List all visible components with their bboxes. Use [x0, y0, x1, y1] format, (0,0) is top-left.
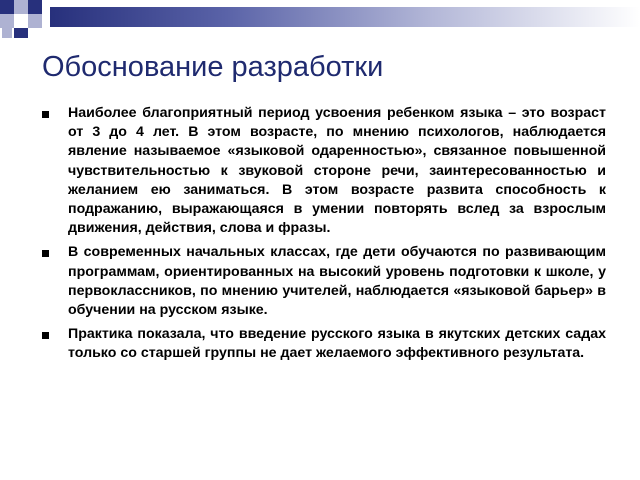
bullet-text: Наиболее благоприятный период усвоения ребенком языка – это возраст от 3 до 4 лет. В этом возрасте, по мнению психологов, наблюдается явление называемое «языковой одаренностью», связанное повышенной чувствительностью к звуковой стороне речи, заинтересованностью и желанием ею заниматься. В этом возрасте развита способность к подражанию, выражающаяся в умении повторять вслед за взрослым движения, действия, слова и фразы. [68, 105, 606, 237]
bullet-text: В современных начальных классах, где дети обучаются по развивающим программам, ориентированных на высокий уровень подготовки к школе, у первоклассников, по мнению учителей, наблюдается «языковой барьер» в обучении на русском языке. [68, 244, 606, 319]
square-bullet-icon [42, 250, 49, 257]
square-bullet-icon [42, 332, 49, 339]
square-bullet-icon [42, 111, 49, 118]
bullet-text: Практика показала, что введение русского языка в якутских детских садах только со старшей группы не дает желаемого эффективного результата. [68, 326, 606, 362]
slide-title: Обоснование разработки [42, 51, 384, 83]
header-gradient-band [50, 7, 640, 27]
bullet-item [42, 325, 606, 363]
bullet-item [42, 243, 606, 320]
bullet-list [42, 104, 606, 369]
bullet-item [42, 104, 606, 238]
